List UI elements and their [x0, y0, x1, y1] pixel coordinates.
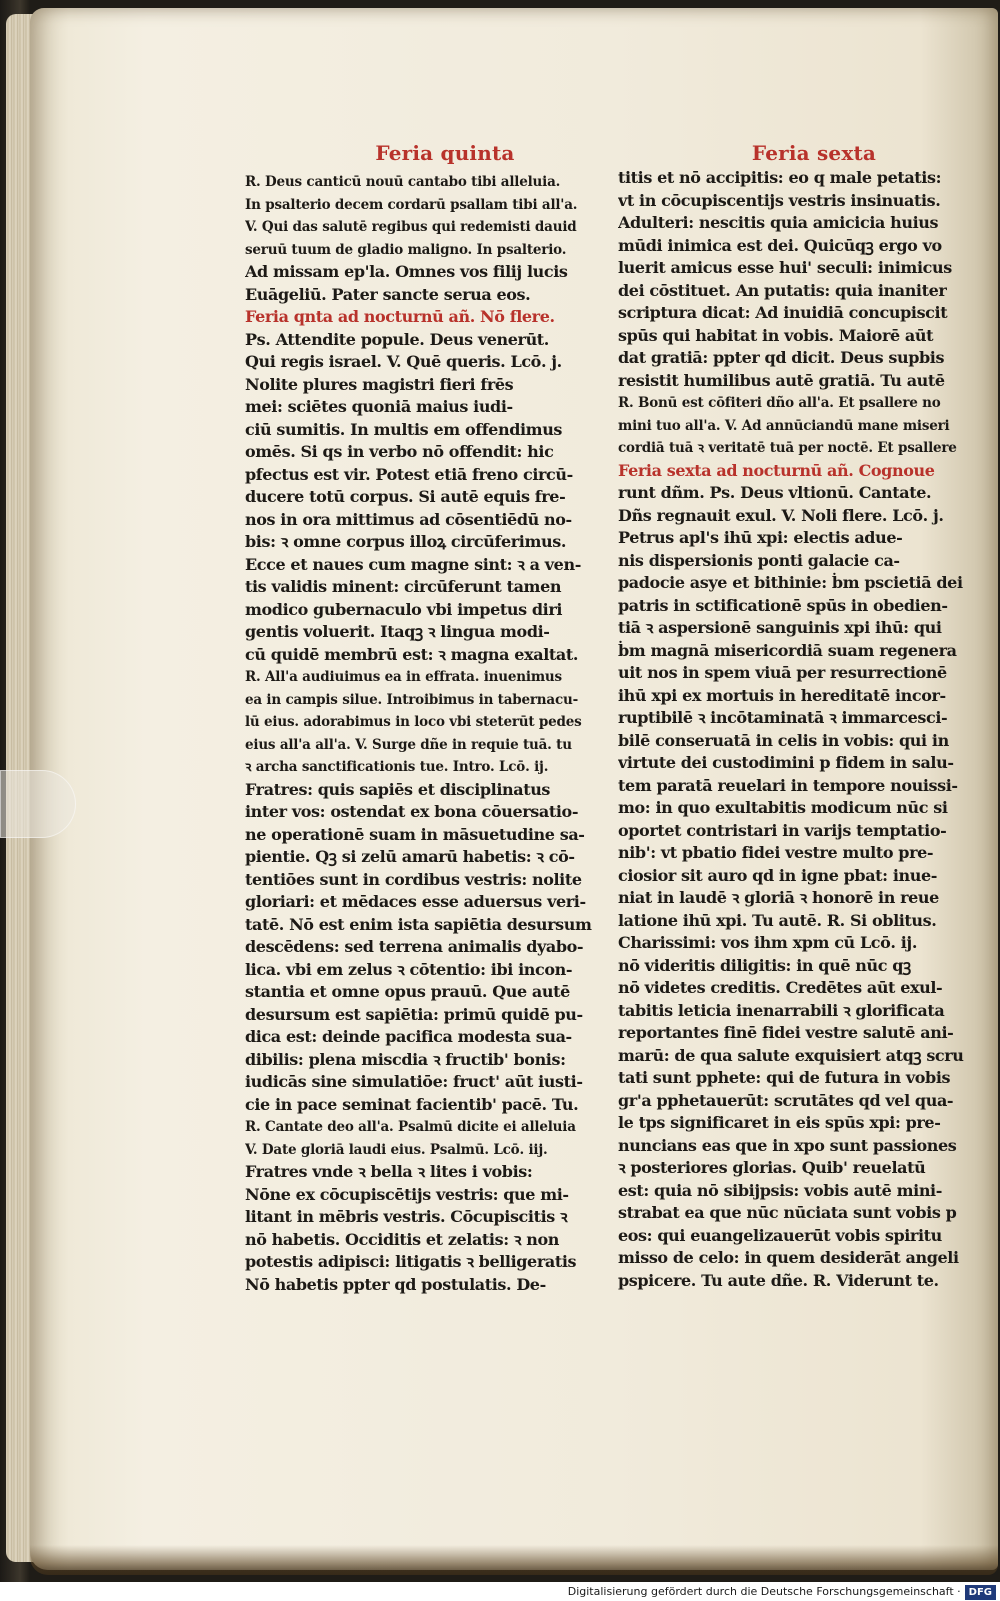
- text-line: nib': vt pbatio fidei vestre multo pre-: [618, 843, 934, 862]
- text-line: R. Bonū est cōfiteri dño all'a. Et psallere no: [618, 395, 941, 411]
- right-text-lines: [618, 167, 970, 1292]
- text-line: pfectus est vir. Potest etiā freno circū-: [245, 464, 573, 484]
- text-line: R. All'a audiuimus ea in effrata. inuenimus: [245, 669, 562, 685]
- text-line: dica est: deinde pacifica modesta sua-: [245, 1027, 572, 1046]
- text-line: nō videritis diligitis: in quē nūc qꝫ: [618, 955, 911, 975]
- text-line: Euāgeliū. Pater sancte serua eos.: [245, 284, 531, 304]
- text-line: virtute dei custodimini p fidem in salu-: [618, 753, 954, 772]
- text-line: Qui regis israel. V. Quē queris. Lcō. j.: [245, 352, 562, 371]
- text-line: eius all'a all'a. V. Surge dñe in requie tuā. tu: [245, 736, 572, 753]
- right-running-header: Feria sexta: [751, 141, 877, 165]
- text-line: iudicās sine simulatiōe: fruct' aūt iusti-: [245, 1072, 583, 1091]
- text-line: Feria qnta ad nocturnū añ. Nō flere.: [245, 307, 555, 326]
- text-line: nis dispersionis ponti galacie ca-: [618, 550, 900, 570]
- digitization-footer: [0, 1582, 1000, 1601]
- text-line: omēs. Si qs in verbo nō offendit: hic: [245, 442, 554, 461]
- text-line: eos: qui euangelizauerūt vobis spiritu: [618, 1225, 942, 1245]
- text-line: runt dñm. Ps. Deus vltionū. Cantate.: [618, 483, 932, 502]
- text-line: marū: de qua salute exquisiert atqꝫ scru: [618, 1045, 964, 1065]
- text-line: lū eius. adorabimus in loco vbi steterūt pedes: [245, 714, 582, 730]
- text-line: ꝛ archa sanctificationis tue. Intro. Lcō. ij.: [245, 759, 549, 775]
- text-line: modico gubernaculo vbi impetus diri: [245, 599, 563, 619]
- text-line: cordiā tuā ꝛ veritatē tuā per noctē. Et psallere: [618, 440, 957, 456]
- text-line: Ps. Attendite popule. Deus venerūt.: [245, 329, 549, 349]
- text-line: V. Date gloriā laudi eius. Psalmū. Lcō. iij.: [245, 1141, 548, 1158]
- text-line: ruptibilē ꝛ incōtaminatā ꝛ immarcesci-: [618, 708, 948, 727]
- text-line: ea in campis silue. Introibimus in tabernacu-: [245, 691, 579, 708]
- text-line: tem paratā reuelari in tempore nouissi-: [618, 775, 958, 795]
- text-line: Ad missam ep'la. Omnes vos filij lucis: [245, 262, 568, 281]
- text-line: Nōne ex cōcupiscētijs vestris: que mi-: [245, 1184, 569, 1204]
- text-line: misso de celo: in quem desiderāt angeli: [618, 1248, 959, 1267]
- text-line: pientie. Qꝫ si zelū amarū habetis: ꝛ cō-: [245, 847, 575, 866]
- text-line: tis validis minent: circūferunt tamen: [245, 577, 562, 596]
- text-line: latione ihū xpi. Tu autē. R. Si oblitus.: [618, 910, 937, 930]
- text-line: reportantes finē fidei vestre salutē ani-: [618, 1023, 954, 1042]
- text-line: Fratres vnde ꝛ bella ꝛ lites i vobis:: [245, 1162, 533, 1181]
- text-line: dat gratiā: ppter qd dicit. Deus supbis: [618, 348, 945, 367]
- text-line: niat in laudē ꝛ gloriā ꝛ honorē in reue: [618, 888, 939, 907]
- text-line: padocie asye et bithinie: ḃm pscietiā dei: [618, 573, 963, 592]
- text-line: cie in pace seminat facientib' pacē. Tu.: [245, 1094, 579, 1114]
- text-line: vt in cōcupiscentijs vestris insinuatis.: [618, 190, 941, 210]
- text-line: gentis voluerit. Itaqꝫ ꝛ lingua modi-: [245, 622, 550, 641]
- text-line: nō videtes creditis. Credētes aūt exul-: [618, 978, 943, 997]
- text-line: pspicere. Tu aute dñe. R. Viderunt te.: [618, 1270, 939, 1290]
- text-line: R. Cantate deo all'a. Psalmū dicite ei alleluia: [245, 1119, 576, 1135]
- text-line: tatē. Nō est enim ista sapiētia desursum: [245, 914, 592, 934]
- left-text-lines: [245, 171, 605, 1296]
- text-line: bis: ꝛ omne corpus illoꝝ circūferimus.: [245, 532, 566, 551]
- text-line: scriptura dicat: Ad inuidiā concupiscit: [618, 303, 948, 322]
- text-line: lica. vbi em zelus ꝛ cōtentio: ibi incon-: [245, 959, 573, 979]
- page-bottom-stain: [30, 1545, 998, 1575]
- text-line: dibilis: plena miscdia ꝛ fructib' bonis:: [245, 1049, 566, 1069]
- text-line: In psalterio decem cordarū psallam tibi all'a.: [245, 196, 578, 213]
- text-line: bilē conseruatā in celis in vobis: qui in: [618, 730, 949, 750]
- text-line: Fratres: quis sapiēs et disciplinatus: [245, 779, 551, 799]
- text-line: mūdi inimica est dei. Quicūqꝫ ergo vo: [618, 235, 942, 255]
- text-line: ꝛ posteriores glorias. Quib' reuelatū: [618, 1158, 926, 1177]
- text-line: Adulteri: nescitis quia amicicia huius: [618, 213, 939, 232]
- text-line: gr'a pphetauerūt: scrutātes qd vel qua-: [618, 1090, 954, 1110]
- text-line: tabitis leticia inenarrabili ꝛ glorificata: [618, 1000, 945, 1020]
- text-line: tentiōes sunt in cordibus vestris: nolite: [245, 869, 582, 889]
- text-line: ciosior sit auro qd in igne pbat: inue-: [618, 865, 938, 885]
- dfg-logo: DFG: [965, 1585, 996, 1600]
- text-line: inter vos: ostendat ex bona cōuersatio-: [245, 802, 579, 821]
- text-line: seruū tuum de gladio maligno. In psalterio.: [245, 241, 567, 258]
- text-line: patris in sctificationē spūs in obedien-: [618, 595, 948, 615]
- text-line: mei: sciētes quoniā maius iudi-: [245, 397, 513, 416]
- text-line: cū quidē membrū est: ꝛ magna exaltat.: [245, 644, 578, 664]
- text-line: R. Deus canticū nouū cantabo tibi alleluia.: [245, 174, 561, 190]
- text-line: le tps significaret in eis spūs xpi: pre-: [618, 1113, 941, 1132]
- footer-credit-text: Digitalisierung gefördert durch die Deutsche Forschungsgemeinschaft ·: [567, 1585, 961, 1598]
- text-line: uit nos in spem viuā per resurrectionē: [618, 663, 947, 682]
- text-line: nos in ora mittimus ad cōsentiēdū no-: [245, 509, 572, 529]
- text-line: nō habetis. Occiditis et zelatis: ꝛ non: [245, 1229, 559, 1249]
- text-line: Feria sexta ad nocturnū añ. Cognoue: [618, 460, 935, 480]
- text-line: Nō habetis ppter qd postulatis. De-: [245, 1274, 546, 1294]
- text-line: tati sunt pphete: qui de futura in vobis: [618, 1068, 951, 1087]
- text-line: Dñs regnauit exul. V. Noli flere. Lcō. j.: [618, 505, 944, 525]
- text-line: ne operationē suam in māsuetudine sa-: [245, 824, 585, 844]
- text-line: Nolite plures magistri fieri frēs: [245, 374, 514, 394]
- text-line: litant in mēbris vestris. Cōcupiscitis ꝛ: [245, 1207, 568, 1226]
- text-line: oportet contristari in varijs temptatio-: [618, 820, 947, 840]
- text-line: ducere totū corpus. Si autē equis fre-: [245, 487, 566, 506]
- text-line: dei cōstituet. An putatis: quia inaniter: [618, 280, 947, 300]
- text-line: Charissimi: vos ihm xpm cū Lcō. ij.: [618, 933, 917, 952]
- text-line: est: quia nō sibijpsis: vobis autē mini-: [618, 1180, 942, 1200]
- page-clip: [0, 770, 76, 838]
- text-line: Petrus apl's ihū xpi: electis adue-: [618, 528, 903, 547]
- text-line: ḃm magnā misericordiā suam regenera: [618, 640, 957, 660]
- left-column: [245, 141, 605, 1296]
- text-line: stantia et omne opus prauū. Que autē: [245, 982, 570, 1001]
- text-line: gloriari: et mēdaces esse aduersus veri-: [245, 892, 586, 911]
- right-column: [618, 141, 970, 1292]
- text-line: titis et nō accipitis: eo q male petatis:: [618, 168, 942, 187]
- text-line: ihū xpi ex mortuis in hereditatē incor-: [618, 685, 946, 705]
- text-line: resistit humilibus autē gratiā. Tu autē: [618, 370, 945, 390]
- text-line: nuncians eas que in xpo sunt passiones: [618, 1135, 957, 1155]
- text-line: strabat ea que nūc nūciata sunt vobis p: [618, 1203, 957, 1222]
- text-line: ciū sumitis. In multis em offendimus: [245, 419, 563, 439]
- text-line: tiā ꝛ aspersionē sanguinis xpi ihū: qui: [618, 618, 942, 637]
- text-line: descēdens: sed terrena animalis dyabo-: [245, 937, 584, 956]
- text-line: potestis adipisci: litigatis ꝛ belligeratis: [245, 1252, 577, 1271]
- text-line: V. Qui das salutē regibus qui redemisti dauid: [245, 219, 577, 235]
- text-line: mo: in quo exultabitis modicum nūc si: [618, 798, 948, 817]
- text-line: spūs qui habitat in vobis. Maiorē aūt: [618, 325, 934, 345]
- text-line: desursum est sapiētia: primū quidē pu-: [245, 1004, 583, 1024]
- text-line: Ecce et naues cum magne sint: ꝛ a ven-: [245, 554, 581, 574]
- left-running-header: Feria quinta: [375, 141, 515, 165]
- text-line: luerit amicus esse hui' seculi: inimicus: [618, 258, 952, 277]
- text-line: mini tuo all'a. V. Ad annūciandū mane miseri: [618, 417, 950, 434]
